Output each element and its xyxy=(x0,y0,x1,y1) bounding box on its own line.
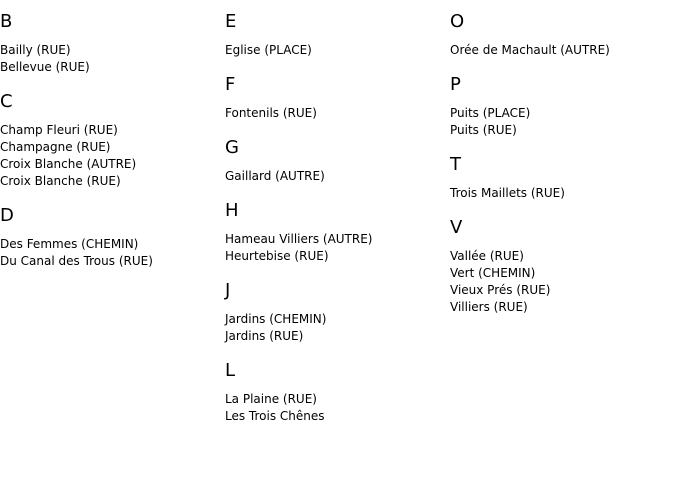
street-index-column-3 xyxy=(450,0,672,316)
street-link[interactable]: Champ Fleuri (RUE) xyxy=(0,123,118,137)
street-link[interactable]: Jardins (RUE) xyxy=(225,329,304,343)
letter-group-e xyxy=(225,11,447,59)
street-link[interactable]: Fontenils (RUE) xyxy=(225,106,317,120)
street-link[interactable]: Gaillard (AUTRE) xyxy=(225,169,325,183)
street-link[interactable]: Villiers (RUE) xyxy=(450,300,528,314)
street-link[interactable]: Heurtebise (RUE) xyxy=(225,249,329,263)
street-link[interactable]: Eglise (PLACE) xyxy=(225,43,312,57)
letter-heading: H xyxy=(225,200,239,221)
letter-group-v xyxy=(450,217,672,316)
letter-group-l xyxy=(225,360,447,425)
letter-heading: V xyxy=(450,217,463,238)
letter-group-d xyxy=(0,205,222,270)
letter-heading: P xyxy=(450,74,461,95)
letter-heading: E xyxy=(225,11,237,32)
street-link[interactable]: Croix Blanche (RUE) xyxy=(0,174,121,188)
street-link[interactable]: Orée de Machault (AUTRE) xyxy=(450,43,610,57)
letter-group-p xyxy=(450,74,672,139)
letter-group-t xyxy=(450,154,672,202)
letter-group-g xyxy=(225,137,447,185)
street-link[interactable]: Hameau Villiers (AUTRE) xyxy=(225,232,373,246)
street-link[interactable]: Croix Blanche (AUTRE) xyxy=(0,157,137,171)
street-link[interactable]: La Plaine (RUE) xyxy=(225,392,317,406)
letter-heading: O xyxy=(450,11,465,32)
street-link[interactable]: Jardins (CHEMIN) xyxy=(225,312,327,326)
street-index-column-1 xyxy=(0,0,222,270)
street-index-column-2 xyxy=(225,0,447,425)
street-link[interactable]: Bailly (RUE) xyxy=(0,43,71,57)
street-link[interactable]: Des Femmes (CHEMIN) xyxy=(0,237,139,251)
letter-heading: T xyxy=(450,154,461,175)
street-link[interactable]: Puits (PLACE) xyxy=(450,106,531,120)
letter-heading: B xyxy=(0,11,13,32)
letter-group-f xyxy=(225,74,447,122)
street-link[interactable]: Bellevue (RUE) xyxy=(0,60,90,74)
letter-heading: F xyxy=(225,74,236,95)
letter-group-b xyxy=(0,11,222,76)
letter-group-j xyxy=(225,280,447,345)
letter-heading: L xyxy=(225,360,236,381)
letter-heading: C xyxy=(0,91,13,112)
street-link[interactable]: Vert (CHEMIN) xyxy=(450,266,536,280)
street-link[interactable]: Vieux Prés (RUE) xyxy=(450,283,551,297)
street-link[interactable]: Champagne (RUE) xyxy=(0,140,111,154)
street-link[interactable]: Du Canal des Trous (RUE) xyxy=(0,254,153,268)
letter-heading: J xyxy=(225,280,231,301)
letter-group-c xyxy=(0,91,222,190)
street-link[interactable]: Puits (RUE) xyxy=(450,123,517,137)
street-link[interactable]: Vallée (RUE) xyxy=(450,249,524,263)
street-link[interactable]: Les Trois Chênes xyxy=(225,409,325,423)
letter-heading: G xyxy=(225,137,239,158)
letter-heading: D xyxy=(0,205,14,226)
letter-group-o xyxy=(450,11,672,59)
street-link[interactable]: Trois Maillets (RUE) xyxy=(450,186,565,200)
letter-group-h xyxy=(225,200,447,265)
